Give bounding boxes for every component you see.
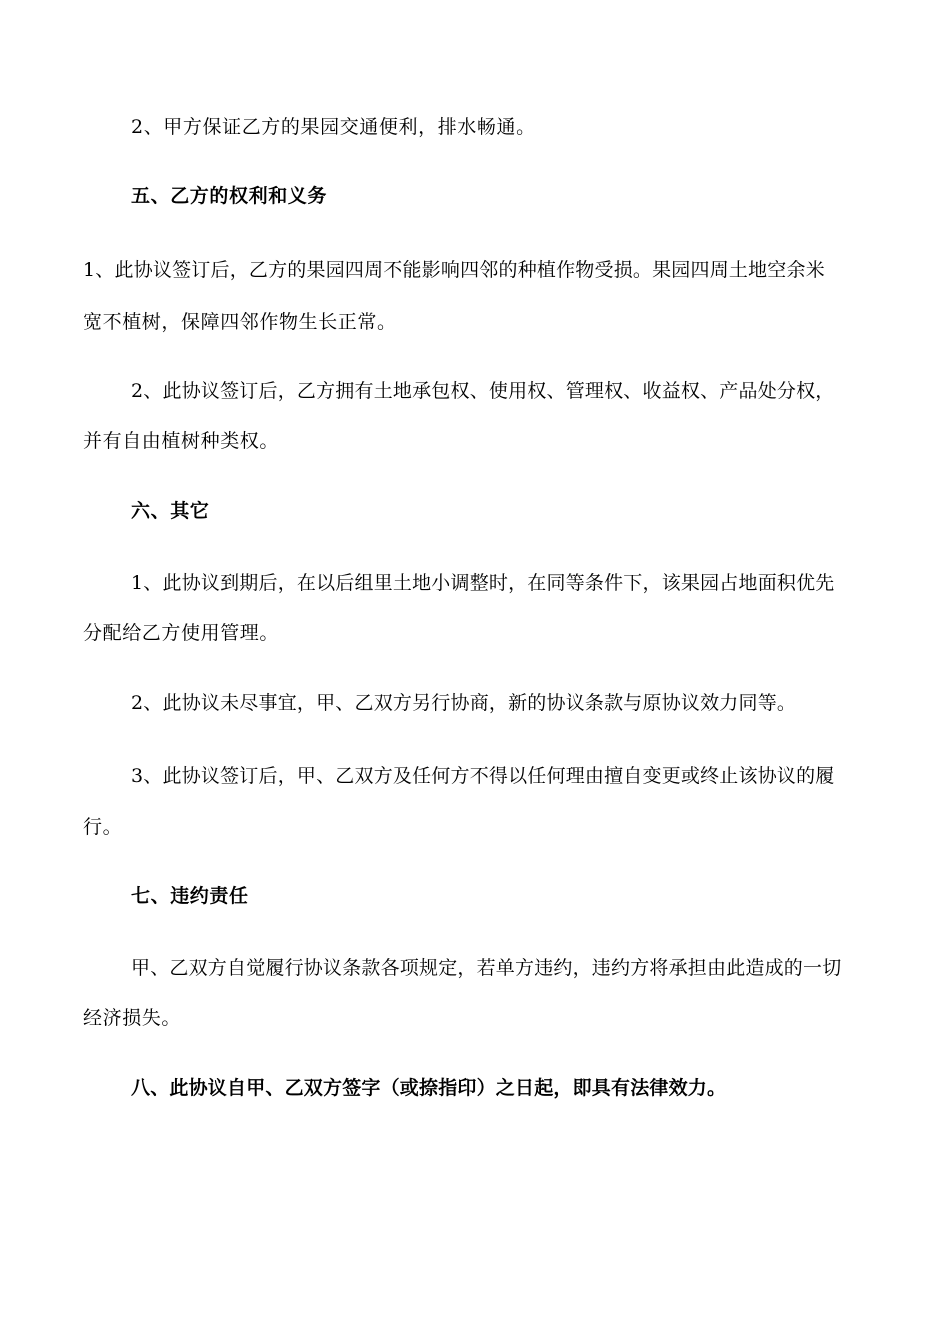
section6-item1-line1: 1、此协议到期后，在以后组里土地小调整时，在同等条件下，该果园占地面积优先 — [131, 572, 835, 594]
section7-heading: 七、违约责任 — [131, 885, 249, 907]
section7-para-line1: 甲、乙双方自觉履行协议条款各项规定，若单方违约，违约方将承担由此造成的一切 — [131, 957, 842, 979]
section5-item2-line1: 2、此协议签订后，乙方拥有土地承包权、使用权、管理权、收益权、产品处分权， — [131, 380, 835, 402]
section6-item1-line2: 分配给乙方使用管理。 — [83, 622, 280, 644]
section6-item2: 2、此协议未尽事宜，甲、乙双方另行协商，新的协议条款与原协议效力同等。 — [131, 692, 797, 714]
section6-item3-line1: 3、此协议签订后，甲、乙双方及任何方不得以任何理由擅自变更或终止该协议的履 — [131, 765, 835, 787]
section4-item2: 2、甲方保证乙方的果园交通便利，排水畅通。 — [131, 116, 536, 138]
section6-item3-line2: 行。 — [83, 816, 123, 838]
section7-para-line2: 经济损失。 — [83, 1007, 182, 1029]
section5-heading: 五、乙方的权利和义务 — [131, 185, 328, 207]
section5-item1-line1: 1、此协议签订后，乙方的果园四周不能影响四邻的种植作物受损。果园四周土地空余米 — [83, 259, 825, 281]
section6-heading: 六、其它 — [131, 500, 210, 522]
section8-heading: 八、此协议自甲、乙双方签字（或捺指印）之日起，即具有法律效力。 — [131, 1077, 727, 1099]
section5-item2-line2: 并有自由植树种类权。 — [83, 430, 280, 452]
section5-item1-line2: 宽不植树，保障四邻作物生长正常。 — [83, 311, 397, 333]
